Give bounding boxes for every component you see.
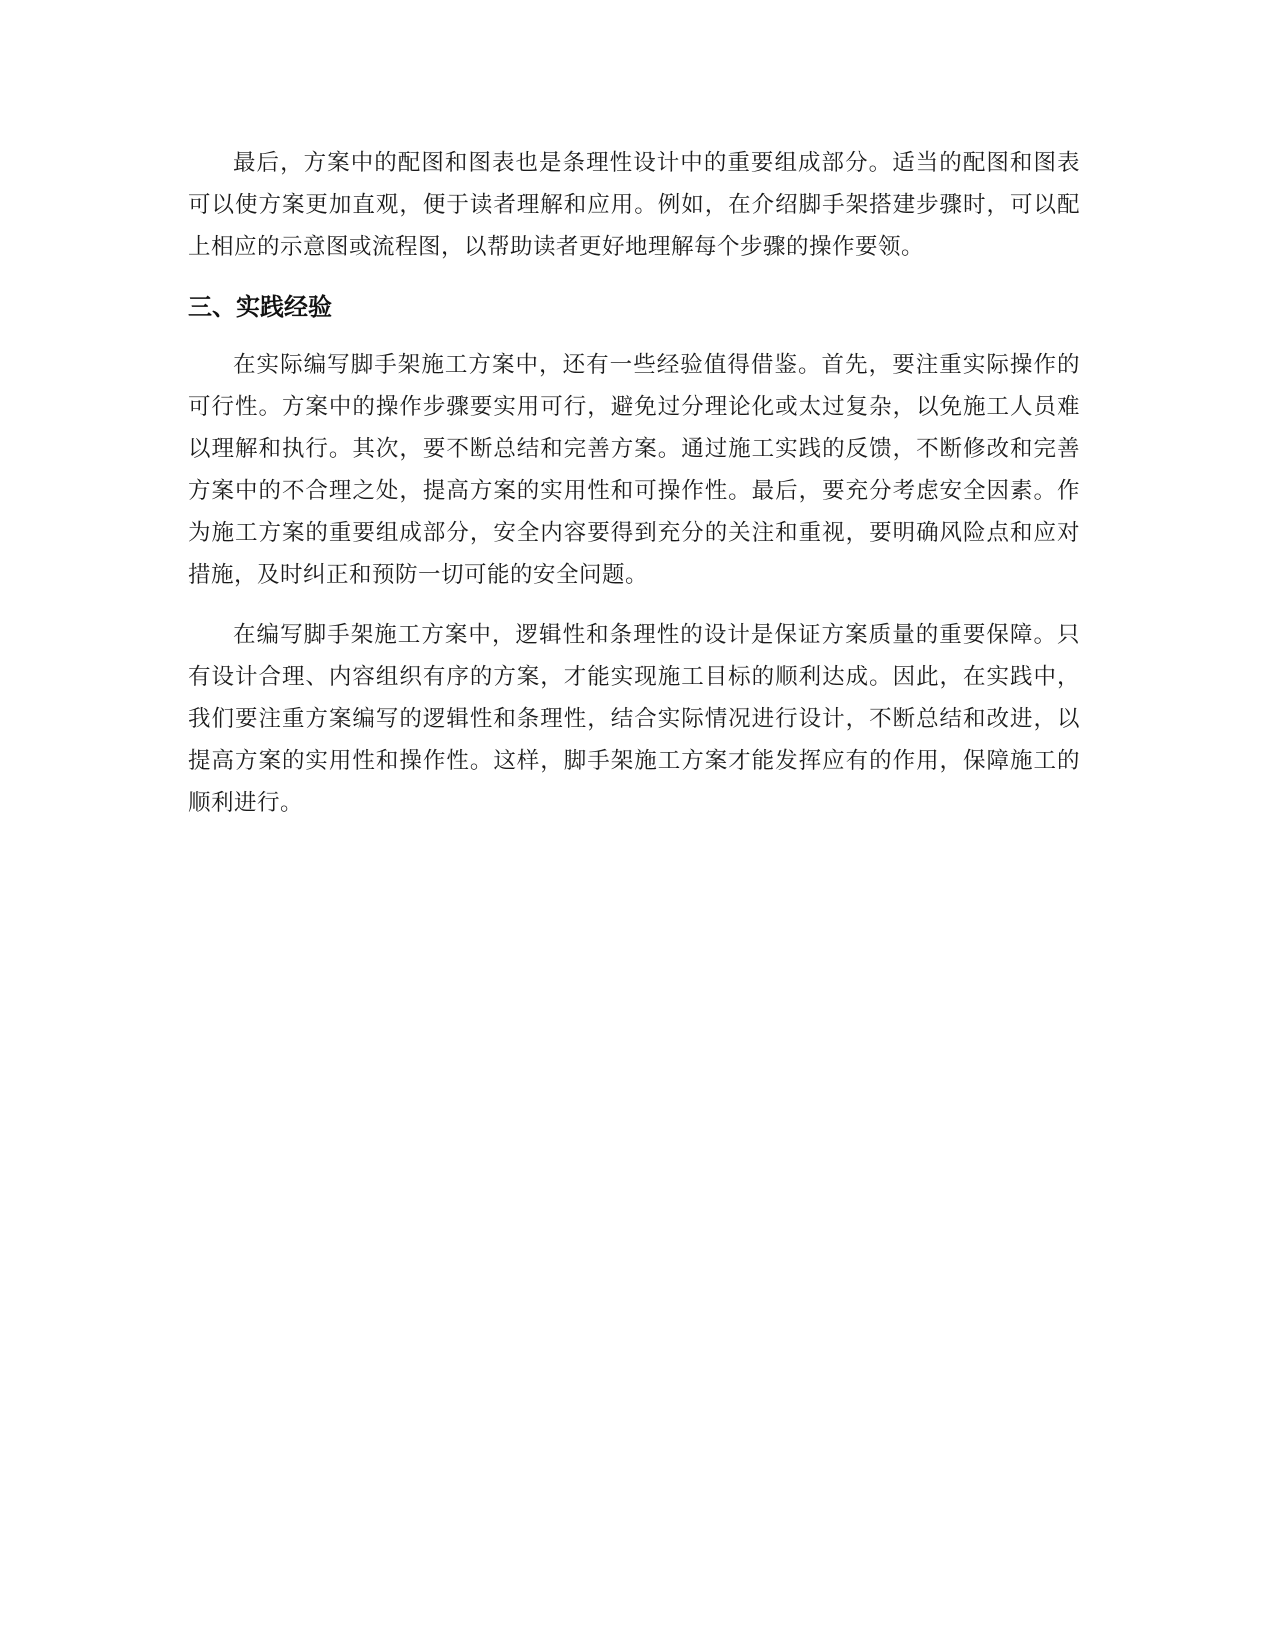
paragraph-spacer	[188, 596, 1080, 614]
paragraph-conclusion: 在编写脚手架施工方案中，逻辑性和条理性的设计是保证方案质量的重要保障。只有设计合理、内容组织有序的方案，才能实现施工目标的顺利达成。因此，在实践中，我们要注重方案编写的逻辑性和条理性，结合实际情况进行设计，不断总结和改进，以提高方案的实用性和操作性。这样，脚手架施工方案才能发挥应有的作用，保障施工的顺利进行。	[188, 622, 1080, 816]
section-heading-practical-experience: 三、实践经验	[188, 293, 332, 321]
paragraph-practical-experience: 在实际编写脚手架施工方案中，还有一些经验值得借鉴。首先，要注重实际操作的可行性。方案中的操作步骤要实用可行，避免过分理论化或太过复杂，以免施工人员难以理解和执行。其次，要不断总结和完善方案。通过施工实践的反馈，不断修改和完善方案中的不合理之处，提高方案的实用性和可操作性。最后，要充分考虑安全因素。作为施工方案的重要组成部分，安全内容要得到充分的关注和重视，要明确风险点和应对措施，及时纠正和预防一切可能的安全问题。	[188, 352, 1080, 588]
paragraph-figures-and-charts: 最后，方案中的配图和图表也是条理性设计中的重要组成部分。适当的配图和图表可以使方案更加直观，便于读者理解和应用。例如，在介绍脚手架搭建步骤时，可以配上相应的示意图或流程图，以帮助读者更好地理解每个步骤的操作要领。	[188, 150, 1080, 260]
document-body	[188, 142, 1080, 824]
